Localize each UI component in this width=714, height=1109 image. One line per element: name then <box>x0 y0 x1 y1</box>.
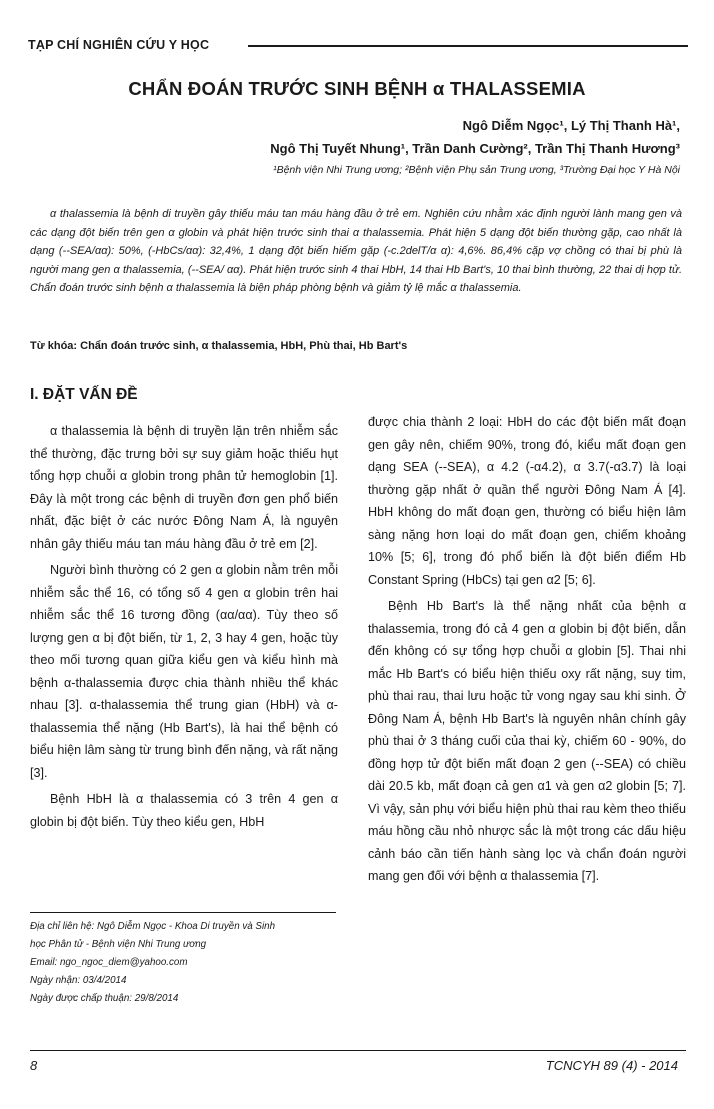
footnote <box>30 918 350 1008</box>
received-date: Ngày nhận: 03/4/2014 <box>30 975 127 986</box>
footer-rule <box>30 1050 686 1051</box>
page-number: 8 <box>30 1058 38 1073</box>
contact-address: Địa chỉ liên hệ: Ngô Diễm Ngọc - Khoa Di truyền và Sinh <box>30 921 276 932</box>
footnote-rule <box>30 912 336 913</box>
paragraph: được chia thành 2 loại: HbH do các đột biến mất đoạn gen gây nên, chiếm 90%, trong đó, kiểu mất đoạn gen dạng SEA (--SEA), α 4.2 (-α4.2), α 3.7(-α3.7) là loại thường gặp nhất ở quần thể người Đông Nam Á [4]. HbH không do mất đoạn gen, thường có biểu hiện lâm sàng nặng hơn loại do mất đoạn gen, chiếm khoảng 10% [5; 6], trong đó phổ biến là đột biến điểm Hb Constant Spring (HbCs) tại gen α2 [5; 6]. <box>368 415 686 587</box>
authors-line-2: Ngô Thị Tuyết Nhung¹, Trần Danh Cường², Trần Thị Thanh Hương³ <box>270 141 680 156</box>
keywords: Từ khóa: Chẩn đoán trước sinh, α thalassemia, HbH, Phù thai, Hb Bart's <box>30 340 408 352</box>
paragraph: Bệnh HbH là α thalassemia có 3 trên 4 gen α globin bị đột biến. Tùy theo kiểu gen, HbH <box>30 792 338 829</box>
journal-reference: TCNCYH 89 (4) - 2014 <box>545 1058 678 1073</box>
left-column <box>30 420 338 833</box>
article-title: CHẨN ĐOÁN TRƯỚC SINH BỆNH α THALASSEMIA <box>128 78 586 99</box>
section-heading: I. ĐẶT VẤN ĐỀ <box>30 386 138 403</box>
journal-header: TẠP CHÍ NGHIÊN CỨU Y HỌC <box>28 38 210 52</box>
contact-address-cont: học Phân tử - Bệnh viện Nhi Trung ương <box>30 939 207 950</box>
affiliations: ¹Bệnh viện Nhi Trung ương; ²Bệnh viện Phụ sản Trung ương, ³Trường Đại học Y Hà Nội <box>273 164 680 176</box>
paragraph: Bệnh Hb Bart's là thể nặng nhất của bệnh α thalassemia, trong đó cả 4 gen α globin bị đột biến, dẫn đến không có sự tổng hợp chuỗi α globin [5]. Thai nhi mắc Hb Bart's có biểu hiện thiếu oxy rất nặng, suy tim, phù thai rau, thai lưu hoặc tử vong ngay sau khi sinh. Ở Đông Nam Á, bệnh Hb Bart's là nguyên nhân chính gây phù thai ở 3 tháng cuối của thai kỳ, chiếm 60 - 90%, do đồng hợp tử đột biến mất đoạn 2 gen (--SEA) có chiều dài 20.5 kb, mất đoạn cả gen α1 và gen α2 globin [5; 7]. Vì vậy, sản phụ với biểu hiện phù thai rau kèm theo thiếu máu hồng cầu nhỏ nhược sắc là một trong các dấu hiệu cảnh báo cần tiến hành sàng lọc và chẩn đoán người mang gen đối với bệnh α thalassemia [7]. <box>368 599 686 883</box>
right-column <box>368 411 686 888</box>
header-rule <box>248 45 688 47</box>
abstract-text: α thalassemia là bệnh di truyền gây thiếu máu tan máu hàng đầu ở trẻ em. Nghiên cứu nhằm xác định người lành mang gen và các dạng đột biến trên gen α globin và phát hiện trước sinh thai α thalassemia. Phát hiện 5 dạng đột biến thường gặp, cao nhất là dạng (--SEA/αα): 50%, (-HbCs/αα): 32,4%, 1 dạng đột biến hiếm gặp (-c.2delT/α α): 4,6%. 86,4% cặp vợ chồng có thai bị phù là người mang gen α thalassemia, (--SEA/ αα). Phát hiện trước sinh 4 thai HbH, 14 thai Hb Bart's, 10 thai bình thường, 22 thai dị hợp tử. Chẩn đoán trước sinh bệnh α thalassemia là biện pháp phòng bệnh và giảm tỷ lệ mắc α thalassemia. <box>30 208 682 294</box>
abstract <box>30 205 682 298</box>
contact-email: Email: ngo_ngoc_diem@yahoo.com <box>30 957 188 968</box>
paragraph: α thalassemia là bệnh di truyền lặn trên nhiễm sắc thể thường, đặc trưng bởi sự suy giảm hoặc thiếu hụt tổng hợp chuỗi α globin trong phân tử hemoglobin [1]. Đây là một trong các bệnh di truyền đơn gen phổ biến nhất, đặc biệt ở các nước Đông Nam Á, là nguyên nhân gây thiếu máu tan máu hàng đầu ở trẻ em [2]. <box>30 424 338 551</box>
paragraph: Người bình thường có 2 gen α globin nằm trên mỗi nhiễm sắc thể 16, có tổng số 4 gen α globin trên hai nhiễm sắc thể 16 tương đồng (αα/αα). Tùy theo số lượng gen α bị đột biến, từ 1, 2, 3 hay 4 gen, hoặc tùy theo mối tương quan giữa kiểu gen và kiểu hình mà bệnh α-thalassemia được chia thành nhiều thể khác nhau [3]. α-thalassemia thể trung gian (HbH) và α-thalassemia thể nặng (Hb Bart's), là hai thể bệnh có biểu hiện lâm sàng từ trung bình đến nặng, và rất nặng [3]. <box>30 563 338 780</box>
authors-line-1: Ngô Diễm Ngọc¹, Lý Thị Thanh Hà¹, <box>462 118 680 133</box>
accepted-date: Ngày được chấp thuận: 29/8/2014 <box>30 993 179 1004</box>
